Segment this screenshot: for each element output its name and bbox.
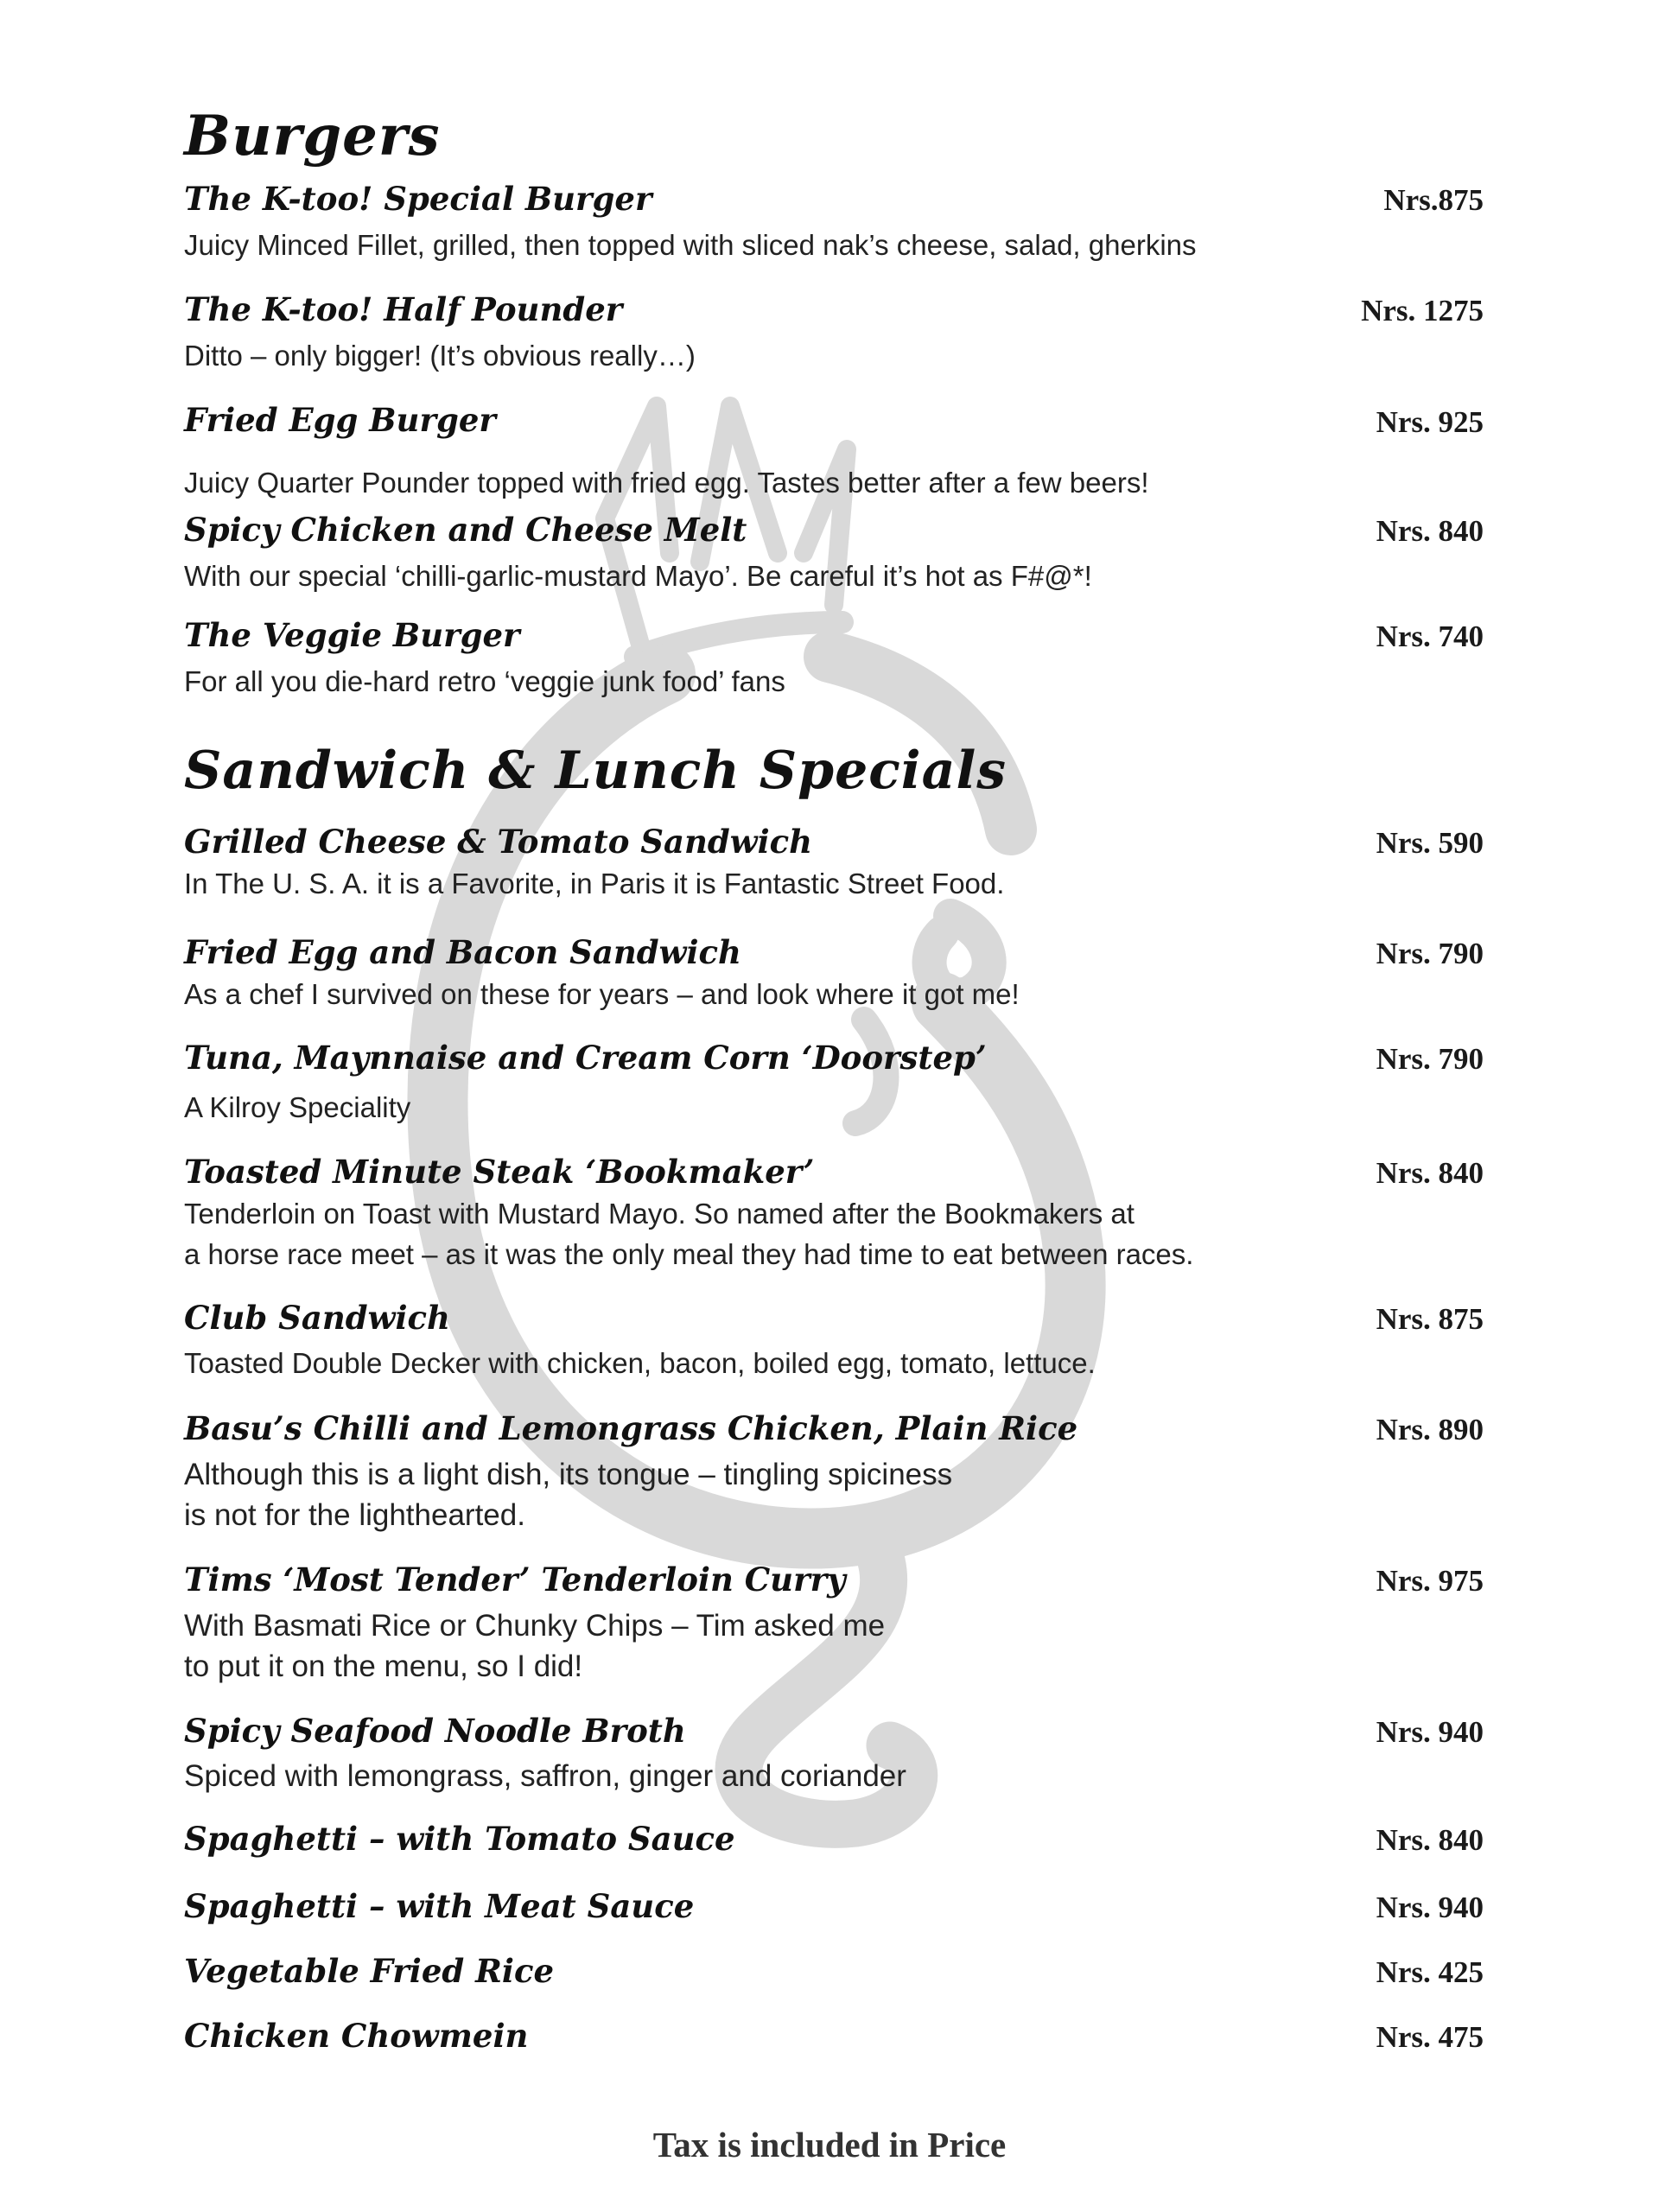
burgers-heading: Burgers [184,104,441,168]
menu-item-price: Nrs. 590 [1376,826,1484,860]
menu-item-description: As a chef I survived on these for years – and look where it got me! [184,978,1020,1010]
menu-item-description: is not for the lighthearted. [184,1498,525,1532]
menu-item-name: The K-too! Half Pounder [184,290,623,328]
menu-item-price: Nrs. 875 [1376,1302,1484,1336]
menu-item-price: Nrs. 790 [1376,937,1484,970]
menu-item-price: Nrs. 425 [1376,1955,1484,1989]
menu-item-name: The Veggie Burger [184,616,520,654]
menu-item-name: Tuna, Maynnaise and Cream Corn ‘Doorstep’ [184,1039,987,1077]
menu-item-price: Nrs. 840 [1376,1823,1484,1857]
menu-item-description: With our special ‘chilli-garlic-mustard Mayo’. Be careful it’s hot as F#@*! [184,560,1092,592]
menu-item-name: The K-too! Special Burger [184,180,652,218]
menu-item-price: Nrs. 475 [1376,2020,1484,2054]
menu-item-price: Nrs. 1275 [1361,294,1484,327]
menu-item-name: Spicy Chicken and Cheese Melt [184,511,747,549]
menu-item-name: Spaghetti – with Meat Sauce [184,1887,695,1925]
menu-item-name: Toasted Minute Steak ‘Bookmaker’ [184,1153,815,1191]
menu-item-name: Chicken Chowmein [184,2017,529,2055]
menu-item-price: Nrs. 940 [1376,1891,1484,1924]
menu-item-description: Juicy Minced Fillet, grilled, then topped with sliced nak’s cheese, salad, gherkins [184,229,1197,261]
menu-item-description: a horse race meet – as it was the only meal they had time to eat between races. [184,1238,1194,1270]
menu-item-name: Spaghetti – with Tomato Sauce [184,1820,735,1858]
menu-item-name: Spicy Seafood Noodle Broth [184,1712,686,1750]
menu-item-description: Although this is a light dish, its tongue – tingling spiciness [184,1458,953,1491]
menu-item-price: Nrs. 840 [1376,514,1484,548]
menu-item-description: to put it on the menu, so I did! [184,1649,583,1683]
menu-item-description: A Kilroy Speciality [184,1091,411,1123]
menu-item-description: For all you die-hard retro ‘veggie junk food’ fans [184,665,785,697]
menu-item-price: Nrs. 925 [1376,405,1484,439]
specials-heading: Sandwich & Lunch Specials [184,741,1007,801]
menu-item-name: Club Sandwich [184,1299,450,1337]
menu-item-name: Basu’s Chilli and Lemongrass Chicken, Plain Rice [184,1409,1078,1447]
menu-item-price: Nrs. 740 [1376,620,1484,653]
menu-item-name: Fried Egg and Bacon Sandwich [184,933,741,971]
menu-item-price: Nrs. 975 [1376,1564,1484,1598]
menu-item-price: Nrs. 890 [1376,1413,1484,1446]
menu-item-description: In The U. S. A. it is a Favorite, in Paris it is Fantastic Street Food. [184,868,1005,899]
menu-item-description: Spiced with lemongrass, saffron, ginger and coriander [184,1759,906,1793]
menu-item-description: Ditto – only bigger! (It’s obvious really…) [184,340,696,372]
menu-item-description: Juicy Quarter Pounder topped with fried egg. Tastes better after a few beers! [184,467,1149,499]
menu-item-name: Grilled Cheese & Tomato Sandwich [184,823,813,861]
menu-item-price: Nrs. 790 [1376,1042,1484,1076]
menu-item-name: Fried Egg Burger [184,401,496,439]
menu-item-description: Toasted Double Decker with chicken, bacon, boiled egg, tomato, lettuce. [184,1347,1096,1379]
menu-item-description: Tenderloin on Toast with Mustard Mayo. So named after the Bookmakers at [184,1198,1135,1230]
menu-item-description: With Basmati Rice or Chunky Chips – Tim asked me [184,1609,886,1643]
menu-item-price: Nrs. 940 [1376,1715,1484,1749]
tax-note: Tax is included in Price [652,2125,1007,2164]
menu-item-name: Tims ‘Most Tender’ Tenderloin Curry [184,1560,846,1599]
menu-item-price: Nrs.875 [1383,183,1484,217]
menu-item-price: Nrs. 840 [1376,1156,1484,1190]
menu-item-name: Vegetable Fried Rice [184,1952,555,1990]
